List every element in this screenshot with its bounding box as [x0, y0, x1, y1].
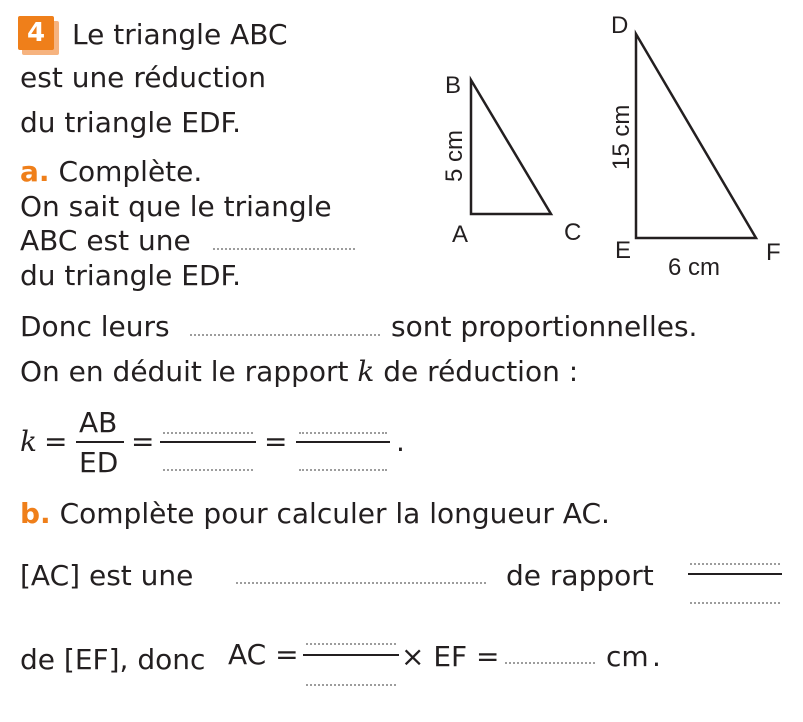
k-equals-2: = [131, 425, 155, 458]
k-equals-3: = [264, 425, 288, 458]
intro-line-1: Le triangle ABC [72, 18, 288, 51]
k-period: . [396, 425, 405, 458]
line-5-end: de réduction : [383, 355, 579, 388]
ac-equals: AC = [228, 638, 299, 671]
exercise-number: 4 [18, 16, 54, 50]
label-a: A [452, 221, 469, 248]
part-a-line-4-start: Donc leurs [20, 310, 170, 343]
intro-line-3: du triangle EDF. [20, 106, 242, 139]
times-ef-equals: × EF = [401, 640, 500, 673]
label-5cm: 5 cm [441, 129, 468, 182]
part-b-line-2-start: de [EF], donc [20, 643, 206, 676]
triangle-edf [608, 12, 781, 281]
part-a-line-1: On sait que le triangle [20, 190, 332, 223]
triangle-abc [441, 72, 581, 248]
label-6cm: 6 cm [668, 254, 721, 281]
k-symbol: k [20, 425, 37, 458]
part-b-label: b. [20, 497, 51, 530]
part-b-line-1-start: [AC] est une [20, 559, 194, 592]
label-b: B [445, 72, 462, 99]
part-a-line-2: ABC est une [20, 224, 191, 257]
part-a-instruction: Complète. [58, 155, 203, 188]
label-c: C [564, 219, 582, 246]
part-a-label: a. [20, 155, 50, 188]
unit-cm: cm [606, 640, 649, 673]
label-e: E [615, 237, 632, 264]
part-b-instruction: Complète pour calculer la longueur AC. [59, 497, 610, 530]
k-equals-1: = [44, 425, 68, 458]
final-period: . [652, 640, 661, 673]
label-f: F [766, 239, 781, 266]
part-a-line-3: du triangle EDF. [20, 259, 242, 292]
part-a-line-4-end: sont proportionnelles. [391, 310, 698, 343]
part-b-line-1-end: de rapport [506, 559, 654, 592]
fraction-numerator: AB [79, 406, 118, 439]
fraction-denominator: ED [79, 446, 119, 479]
label-15cm: 15 cm [608, 104, 635, 170]
label-d: D [611, 12, 629, 39]
line-5-start: On en déduit le rapport [20, 355, 349, 388]
intro-line-2: est une réduction [20, 61, 266, 94]
line-5-k: k [357, 355, 375, 388]
